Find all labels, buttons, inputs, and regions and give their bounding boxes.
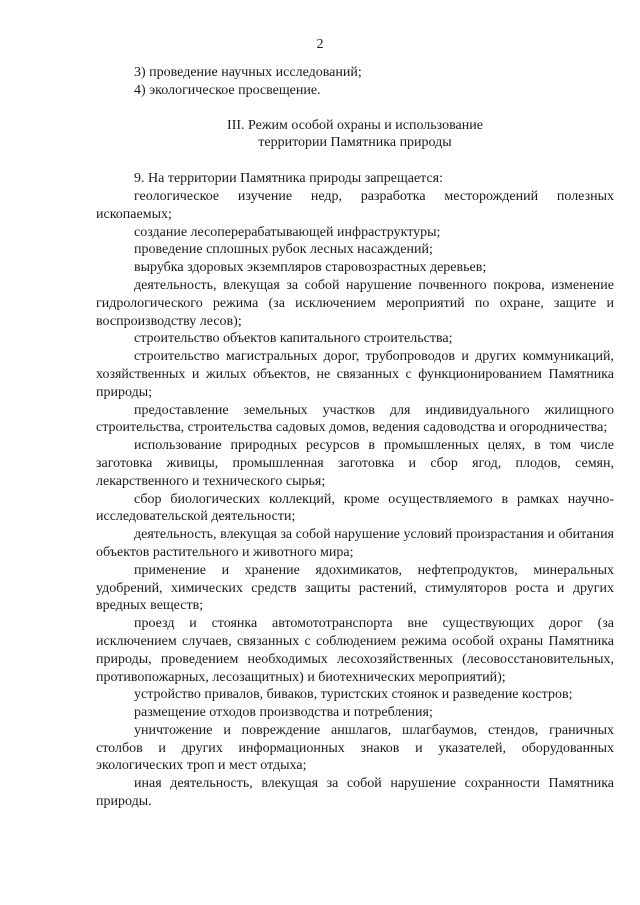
section-heading — [96, 117, 614, 153]
prohibition-item: проезд и стоянка автомототранспорта вне существующих дорог (за исключением случаев, связанных с соблюдением режима особой охраны Памятника природы, проведением необходимых лесохозяйственных (лесовосстановительных, противопожарных, лесозащитных) и биотехнических мероприятий); — [96, 616, 614, 685]
prohibition-item: устройство привалов, биваков, туристских стоянок и разведение костров; — [134, 687, 573, 703]
prohibition-item: строительство объектов капитального строительства; — [134, 331, 453, 347]
document-body — [96, 64, 614, 811]
intro-item: 4) экологическое просвещение. — [134, 82, 321, 98]
prohibition-item: размещение отходов производства и потребления; — [134, 705, 433, 721]
section-heading-line: территории Памятника природы — [258, 135, 452, 151]
prohibition-item: вырубка здоровых экземпляров старовозрастных деревьев; — [134, 260, 487, 276]
section-heading-line: III. Режим особой охраны и использование — [227, 117, 483, 133]
clause-intro: 9. На территории Памятника природы запрещается: — [134, 171, 444, 187]
prohibition-item: деятельность, влекущая за собой нарушение почвенного покрова, изменение гидрологического режима (за исключением мероприятий по охране, защите и воспроизводству лесов); — [96, 277, 614, 329]
prohibition-item: иная деятельность, влекущая за собой нарушение сохранности Памятника природы. — [96, 776, 614, 810]
prohibition-item: деятельность, влекущая за собой нарушение условий произрастания и обитания объектов растительного и животного мира; — [96, 527, 614, 560]
prohibition-item: проведение сплошных рубок лесных насаждений; — [134, 242, 433, 258]
prohibition-item: предоставление земельных участков для индивидуального жилищного строительства, строительства садовых домов, ведения садоводства и огородничества; — [96, 402, 614, 436]
prohibition-item: уничтожение и повреждение аншлагов, шлагбаумов, стендов, граничных столбов и других информационных знаков и указателей, оборудованных экологических троп и мест отдыха; — [96, 722, 614, 774]
prohibition-item: применение и хранение ядохимикатов, нефтепродуктов, минеральных удобрений, химических средств защиты растений, стимуляторов роста и других вредных веществ; — [96, 562, 614, 614]
prohibition-item: геологическое изучение недр, разработка месторождений полезных ископаемых; — [96, 188, 614, 222]
prohibition-item: строительство магистральных дорог, трубопроводов и других коммуникаций, хозяйственных и жилых объектов, не связанных с функционированием Памятника природы; — [96, 349, 614, 400]
intro-item: 3) проведение научных исследований; — [134, 65, 362, 80]
prohibition-item: использование природных ресурсов в промышленных целях, в том числе заготовка живицы, промышленная заготовка и сбор ягод, плодов, семян, лекарственного и технического сырья; — [96, 438, 614, 489]
prohibition-item: сбор биологических коллекций, кроме осуществляемого в рамках научно-исследовательской деятельности; — [96, 491, 614, 525]
page-number: 2 — [316, 37, 324, 52]
prohibition-item: создание лесоперерабатывающей инфраструктуры; — [134, 224, 441, 240]
